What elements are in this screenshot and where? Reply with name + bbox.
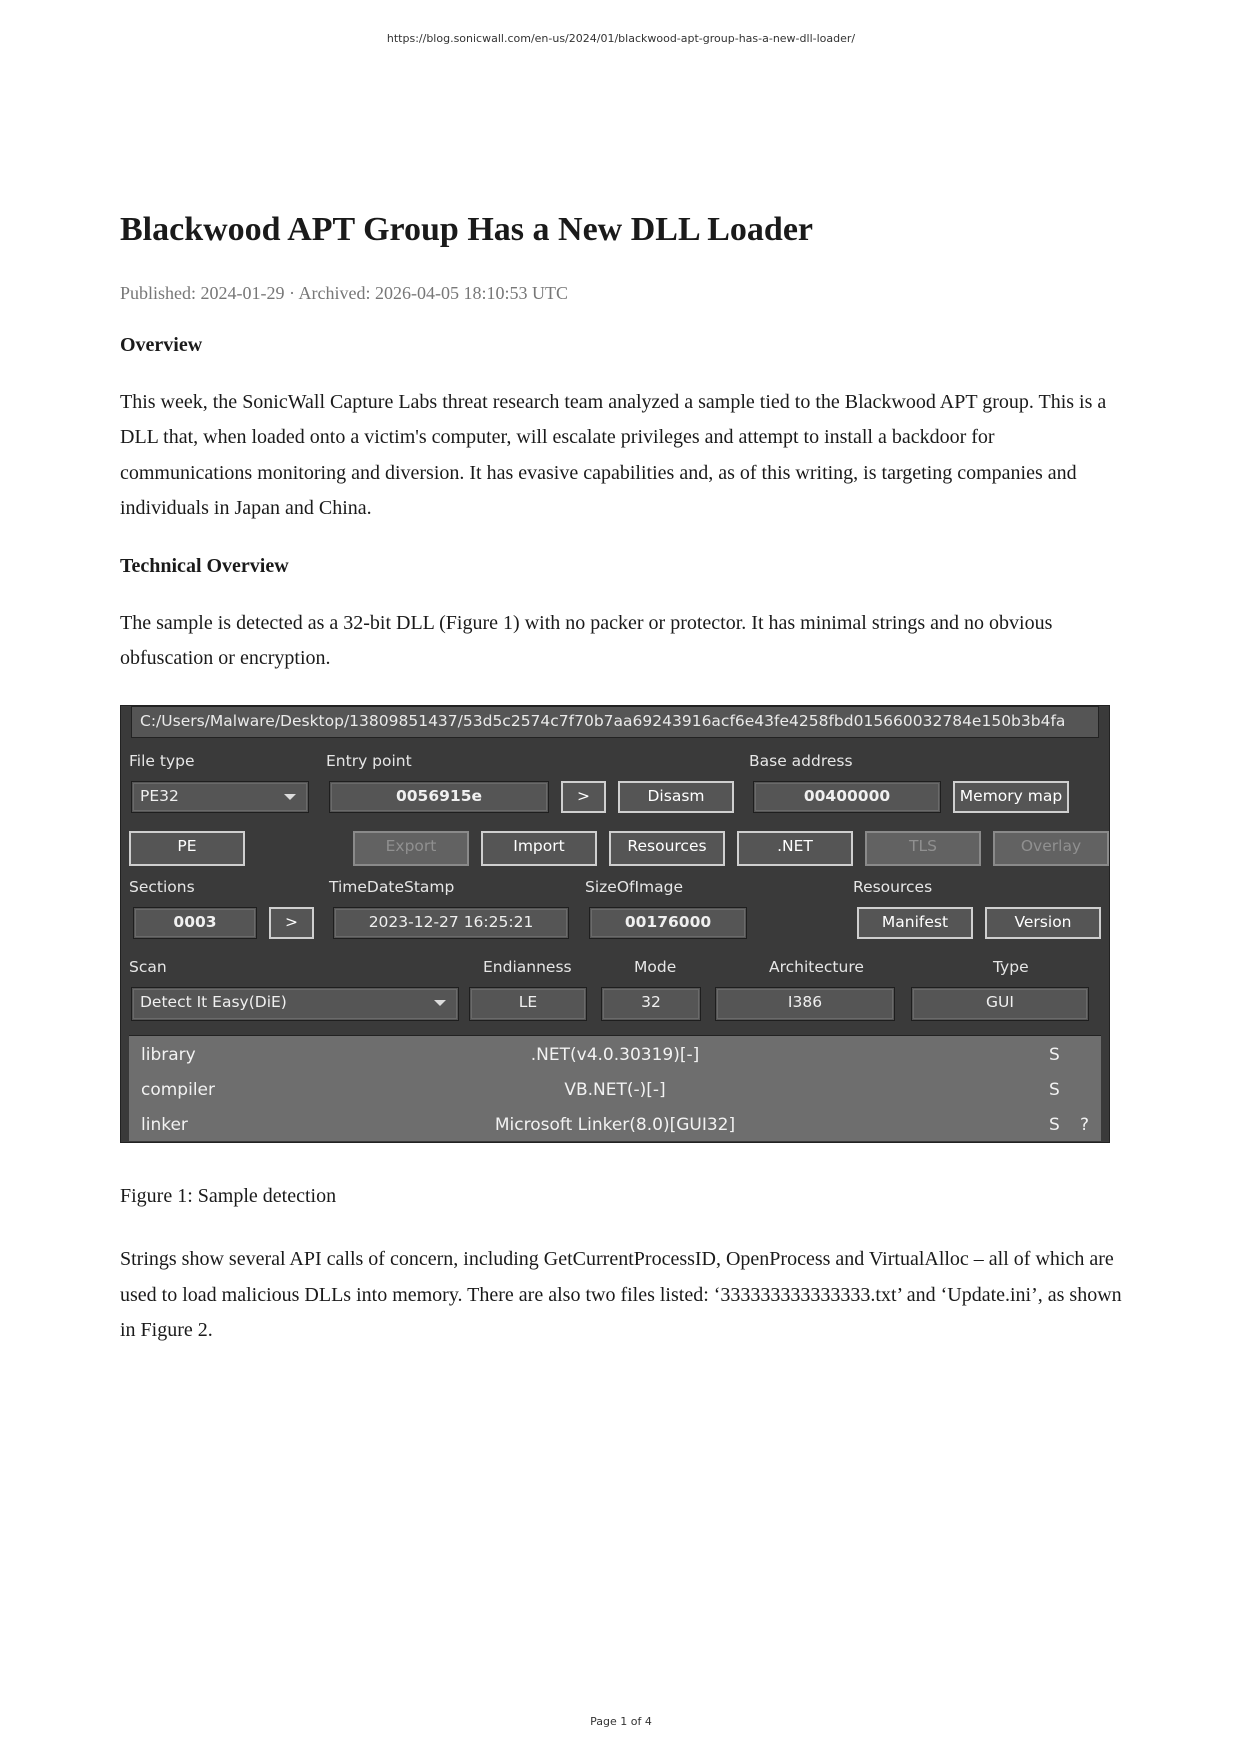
overlay-button[interactable]: Overlay — [993, 831, 1109, 866]
sections-label: Sections — [129, 877, 195, 896]
type-field[interactable]: GUI — [911, 987, 1089, 1021]
file-path-field[interactable]: C:/Users/Malware/Desktop/13809851437/53d5c2574c7f70b7aa69243916acf6e43fe4258fbd015660032784e150b3b4fa — [131, 706, 1099, 738]
mode-field[interactable]: 32 — [601, 987, 701, 1021]
disasm-button[interactable]: Disasm — [618, 781, 734, 813]
architecture-field[interactable]: I386 — [715, 987, 895, 1021]
export-button[interactable]: Export — [353, 831, 469, 866]
result-flag[interactable]: S — [1049, 1079, 1060, 1100]
page-number: Page 1 of 4 — [590, 1715, 652, 1728]
figure-caption: Figure 1: Sample detection — [120, 1184, 337, 1207]
scan-engine-value: Detect It Easy(DiE) — [140, 992, 287, 1011]
technical-paragraph: The sample is detected as a 32-bit DLL (Figure 1) with no packer or protector. It has minimal strings and no obvious obfuscation or encryption. — [120, 611, 1053, 670]
result-flag[interactable]: S — [1049, 1044, 1060, 1065]
result-name: .NET(v4.0.30319)[-] — [530, 1044, 700, 1065]
entry-point-field[interactable]: 0056915e — [329, 781, 549, 813]
result-row[interactable] — [129, 1038, 1101, 1072]
overview-paragraph: This week, the SonicWall Capture Labs threat research team analyzed a sample tied to the Blackwood APT group. This is a DLL that, when loaded onto a victim's computer, will escalate privileges and attempt to install a backdoor for communications monitoring and diversion. It has evasive capabilities and, as of this writing, is targeting companies and individuals in Japan and China. — [120, 390, 1107, 520]
timedatestamp-field[interactable]: 2023-12-27 16:25:21 — [333, 907, 569, 939]
resources-button[interactable]: Resources — [609, 831, 725, 866]
detection-results-list — [129, 1035, 1101, 1141]
sizeofimage-label: SizeOfImage — [585, 877, 684, 896]
result-kind: library — [141, 1044, 196, 1065]
net-button[interactable]: .NET — [737, 831, 853, 866]
article-title: Blackwood APT Group Has a New DLL Loader — [120, 211, 814, 248]
mode-label: Mode — [634, 957, 677, 976]
memory-map-button[interactable]: Memory map — [953, 781, 1069, 813]
type-label: Type — [993, 957, 1029, 976]
result-name: Microsoft Linker(8.0)[GUI32] — [494, 1114, 736, 1135]
result-flag[interactable]: S — [1049, 1114, 1060, 1135]
chevron-down-icon — [284, 794, 296, 800]
manifest-button[interactable]: Manifest — [857, 907, 973, 939]
file-type-select[interactable] — [131, 781, 309, 813]
result-kind: compiler — [141, 1079, 215, 1100]
tls-button[interactable]: TLS — [865, 831, 981, 866]
source-url: https://blog.sonicwall.com/en-us/2024/01/blackwood-apt-group-has-a-new-dll-loader/ — [386, 32, 856, 45]
endianness-field[interactable]: LE — [469, 987, 587, 1021]
pe-button[interactable]: PE — [129, 831, 245, 866]
import-button[interactable]: Import — [481, 831, 597, 866]
result-kind: linker — [141, 1114, 188, 1135]
chevron-down-icon — [434, 1000, 446, 1006]
base-address-field[interactable]: 00400000 — [753, 781, 941, 813]
strings-paragraph: Strings show several API calls of concern, including GetCurrentProcessID, OpenProcess and VirtualAlloc – all of which are used to load malicious DLLs into memory. There are also two files listed: ‘333333333333333.txt’ and ‘Update.ini’, as shown in Figure 2. — [120, 1248, 1122, 1342]
technical-overview-heading: Technical Overview — [120, 554, 289, 577]
overview-heading: Overview — [120, 333, 203, 356]
entry-point-go-button[interactable]: > — [561, 781, 606, 813]
result-extra[interactable]: ? — [1080, 1114, 1090, 1135]
file-type-value: PE32 — [140, 786, 179, 805]
base-address-label: Base address — [749, 751, 853, 770]
scan-engine-select[interactable] — [131, 987, 459, 1021]
sizeofimage-field[interactable]: 00176000 — [589, 907, 747, 939]
entry-point-label: Entry point — [326, 751, 412, 770]
result-name: VB.NET(-)[-] — [564, 1079, 666, 1100]
scan-label: Scan — [129, 957, 167, 976]
file-type-label: File type — [129, 751, 195, 770]
sections-field[interactable]: 0003 — [133, 907, 257, 939]
resources-label: Resources — [853, 877, 933, 896]
article — [120, 210, 1130, 1377]
architecture-label: Architecture — [769, 957, 864, 976]
result-row[interactable] — [129, 1108, 1101, 1142]
result-row[interactable] — [129, 1073, 1101, 1107]
article-meta: Published: 2024-01-29 · Archived: 2026-04-05 18:10:53 UTC — [120, 282, 568, 303]
endianness-label: Endianness — [483, 957, 572, 976]
timedatestamp-label: TimeDateStamp — [329, 877, 455, 896]
version-button[interactable]: Version — [985, 907, 1101, 939]
die-screenshot — [120, 705, 1110, 1143]
sections-go-button[interactable]: > — [269, 907, 314, 939]
